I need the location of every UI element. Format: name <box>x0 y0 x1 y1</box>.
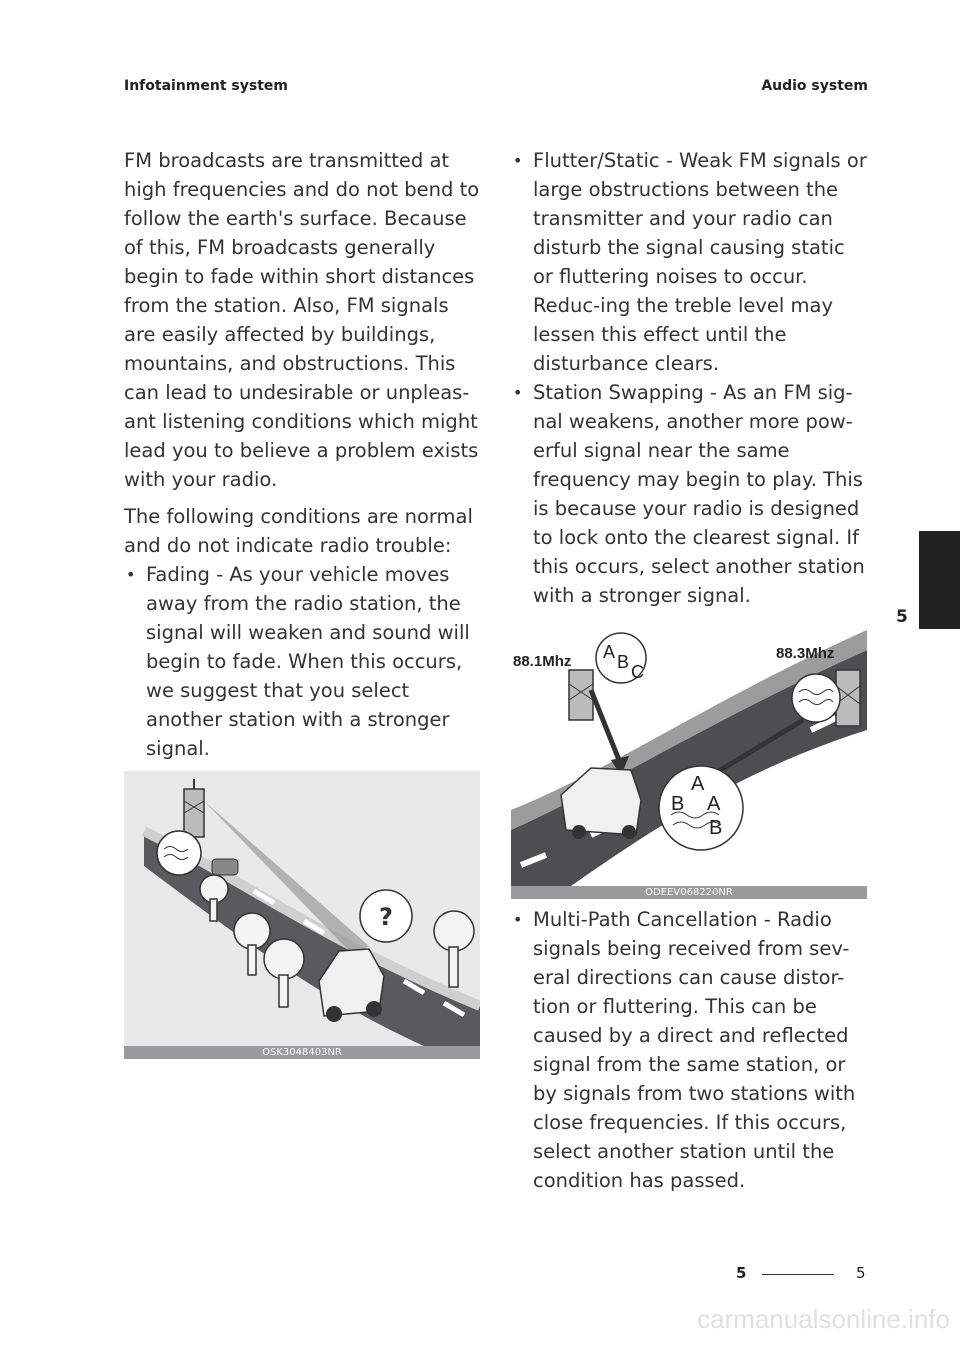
chapter-tab <box>919 531 960 629</box>
frequency-left-label: 88.1Mhz <box>513 653 572 670</box>
right-column <box>511 146 869 610</box>
bubble-car-letter-b1: B <box>671 793 685 815</box>
bubble-letter-c: C <box>631 662 644 682</box>
watermark-text: carmanualsonline.info <box>697 1304 950 1334</box>
station-swapping-drawing <box>511 610 867 886</box>
figure-id-label: OSK3048403NR <box>124 1046 480 1059</box>
running-header-section: Audio system <box>761 78 868 94</box>
weak-signal-bubble <box>157 831 201 875</box>
strong-signal-bubble <box>792 674 840 722</box>
right-column-lower <box>511 905 869 1195</box>
paragraph-conditions-intro: The following conditions are normal and do not indicate radio trouble: <box>124 505 473 557</box>
bubble-letter-b: B <box>617 652 630 672</box>
bubble-car-letter-a1: A <box>691 773 705 795</box>
fading-illustration-drawing <box>124 771 480 1046</box>
bullet-fading: • Fading - As your vehicle moves away from the radio station, the signal will weaken and sound will begin to fade. When this occurs, we suggest that you select another station with a stronger signal. <box>124 560 480 763</box>
bullet-multipath-cancellation: • Multi-Path Cancellation - Radio signals being received from sev-eral directions can cause distor-tion or fluttering. This can be caused by a direct and reflected signal from the same station, or by signals from two stations with close frequencies. If this occurs, select another station until the condition has passed. <box>511 905 869 1195</box>
bubble-letter-a: A <box>603 642 616 662</box>
footer-chapter-number: 5 <box>736 1264 747 1282</box>
bubble-car-letter-b2: B <box>709 817 723 839</box>
running-header-chapter: Infotainment system <box>124 78 288 94</box>
chapter-tab-number: 5 <box>896 607 908 627</box>
interference-bubble <box>659 766 743 850</box>
figure-station-swapping-illustration <box>511 610 867 899</box>
question-bubble <box>360 890 412 942</box>
station-abc-bubble <box>596 633 646 683</box>
radio-tower-icon <box>184 779 204 837</box>
bullet-station-swapping: • Station Swapping - As an FM sig-nal weakens, another more pow-erful signal near the same frequency may begin to play. This is because your radio is designed to lock onto the clearest signal. If this occurs, select another station with a stronger signal. <box>511 378 869 610</box>
paragraph-fm-broadcasts: FM broadcasts are transmitted at high frequencies and do not bend to follow the earth's surface. Because of this, FM broadcasts generally begin to fade within short distances from the station. Also, FM signals are easily affected by buildings, mountains, and obstructions. This can lead to undesirable or unpleas-ant listening conditions which might lead you to believe a problem exists with your radio. <box>124 149 480 491</box>
frequency-right-label: 88.3Mhz <box>776 645 835 662</box>
figure-fading-illustration <box>124 771 480 1059</box>
question-mark-label: ? <box>379 903 393 931</box>
footer-page-number: 5 <box>856 1264 866 1282</box>
bullet-flutter-static: • Flutter/Static - Weak FM signals or large obstructions between the transmitter and your radio can disturb the signal causing static or fluttering noises to occur. Reduc-ing the treble level may lessen this effect until the disturbance clears. <box>511 146 869 378</box>
left-column <box>124 146 480 763</box>
footer-divider <box>762 1274 834 1275</box>
figure-id-label: ODEEV068220NR <box>511 886 867 899</box>
bubble-car-letter-a2: A <box>707 793 721 815</box>
radio-tower-left-icon <box>569 670 593 720</box>
